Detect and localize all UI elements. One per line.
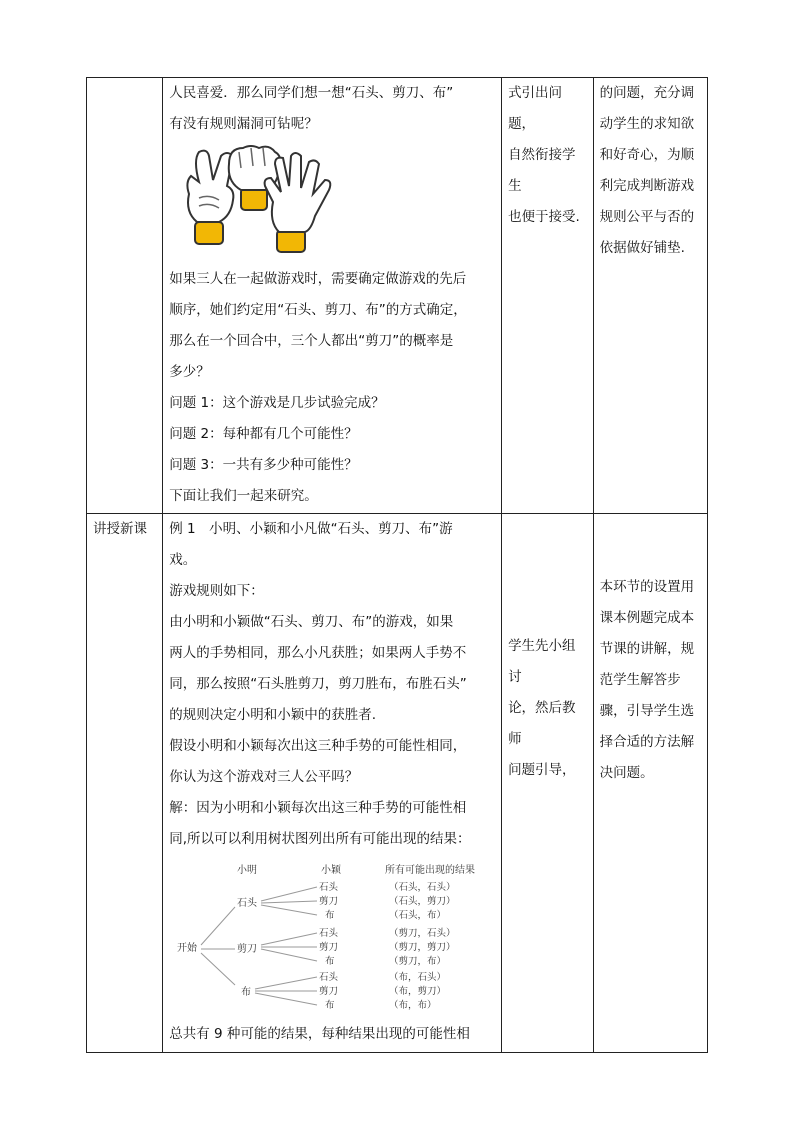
content-line: 论，然后教师	[508, 700, 576, 747]
content-line: 多少？	[169, 364, 210, 380]
content-cell	[163, 78, 502, 514]
content-line: 解：因为小明和小颖每次出这三种手势的可能性相	[169, 800, 467, 816]
tree-result: （石头，剪刀）	[389, 896, 456, 907]
content-line: 戏。	[169, 552, 197, 568]
tree-diagram	[169, 859, 479, 1017]
tree-level2-node: 石头	[319, 928, 339, 939]
content-line: 由小明和小颖做“石头、剪刀、布”的游戏，如果	[169, 614, 454, 630]
content-line: 的问题，充分调	[599, 85, 695, 101]
tree-result: （布，石头）	[389, 972, 447, 983]
tree-result: （剪刀，石头）	[389, 928, 456, 939]
content-line: 式引出问题，	[508, 85, 563, 132]
table-row	[87, 78, 708, 514]
tree-level2-node: 石头	[319, 882, 339, 893]
tree-level1-node: 布	[241, 987, 252, 998]
tree-level2-node: 剪刀	[319, 986, 339, 997]
section-cell	[87, 78, 163, 514]
content-line: 两人的手势相同，那么小凡获胜；如果两人手势不	[169, 645, 467, 661]
tree-start-node: 开始	[177, 943, 198, 954]
tree-level1-node: 石头	[237, 898, 258, 909]
design-intent-cell	[593, 514, 707, 1053]
content-line: 假设小明和小颖每次出这三种手势的可能性相同，	[169, 738, 467, 754]
question-line: 问题 1：这个游戏是几步试验完成？	[169, 395, 385, 411]
content-line: 规则公平与否的	[599, 209, 695, 225]
lesson-plan-table	[86, 77, 708, 1053]
tree-result: （剪刀，布）	[389, 956, 447, 967]
content-line: 利完成判断游戏	[599, 178, 695, 194]
content-line: 问题引导，	[508, 762, 576, 778]
content-line: 如果三人在一起做游戏时，需要确定做游戏的先后	[169, 271, 467, 287]
content-line: 下面让我们一起来研究。	[169, 488, 318, 504]
content-line: 骤，引导学生选	[599, 703, 695, 719]
content-line: 和好奇心，为顺	[599, 147, 695, 163]
content-line: 人民喜爱．那么同学们想一想“石头、剪刀、布”	[169, 85, 454, 101]
content-line: 例 1 小明、小颖和小凡做“石头、剪刀、布”游	[169, 521, 453, 537]
tree-level2-node: 布	[325, 910, 335, 921]
content-line: 节课的讲解，规	[599, 641, 695, 657]
content-cell	[163, 514, 502, 1053]
content-line: 决问题。	[599, 765, 654, 781]
tree-level2-node: 布	[325, 956, 335, 967]
content-line: 自然衔接学生	[508, 147, 576, 194]
content-line: 范学生解答步	[599, 672, 681, 688]
question-line: 问题 2：每种都有几个可能性？	[169, 426, 358, 442]
tree-result: （布，剪刀）	[389, 986, 447, 997]
content-line: 择合适的方法解	[599, 734, 695, 750]
tree-result: （石头，石头）	[389, 882, 456, 893]
tree-result: （剪刀，剪刀）	[389, 942, 456, 953]
tree-header-xiaoming: 小明	[237, 865, 258, 876]
scissors-hand-icon	[188, 151, 234, 244]
tree-header-results: 所有可能出现的结果	[385, 865, 476, 876]
content-line: 那么在一个回合中，三个人都出“剪刀”的概率是	[169, 333, 454, 349]
content-line: 课本例题完成本	[599, 610, 695, 626]
content-line: 总共有 9 种可能的结果，每种结果出现的可能性相	[169, 1026, 470, 1042]
student-activity-cell	[502, 78, 594, 514]
content-line: 顺序，她们约定用“石头、剪刀、布”的方式确定，	[169, 302, 467, 318]
content-line: 同,所以可以利用树状图列出所有可能出现的结果：	[169, 831, 471, 847]
design-intent-cell	[593, 78, 707, 514]
content-line: 有没有规则漏洞可钻呢？	[169, 116, 318, 132]
tree-branches	[201, 887, 317, 1005]
tree-level2-node: 布	[325, 1000, 335, 1011]
content-line: 你认为这个游戏对三人公平吗？	[169, 769, 359, 785]
tree-level2-node: 剪刀	[319, 942, 339, 953]
tree-level2-node: 石头	[319, 972, 339, 983]
content-line: 的规则决定小明和小颖中的获胜者.	[169, 707, 377, 723]
content-line: 动学生的求知欲	[599, 116, 695, 132]
tree-level1-node: 剪刀	[237, 944, 258, 955]
content-line: 也便于接受.	[508, 209, 580, 225]
student-activity-cell	[502, 514, 594, 1053]
section-cell: 讲授新课	[87, 514, 163, 1053]
rock-paper-scissors-hands-image	[169, 142, 339, 260]
tree-result: （布，布）	[389, 1000, 437, 1011]
table-row	[87, 514, 708, 1053]
tree-level2-node: 剪刀	[319, 896, 339, 907]
content-line: 依据做好铺垫.	[599, 240, 685, 256]
tree-result: （石头，布）	[389, 910, 447, 921]
content-line: 学生先小组讨	[508, 638, 576, 685]
question-line: 问题 3：一共有多少种可能性？	[169, 457, 358, 473]
tree-header-xiaoying: 小颖	[321, 865, 342, 876]
content-line: 同，那么按照“石头胜剪刀，剪刀胜布，布胜石头”	[169, 676, 467, 692]
content-line: 本环节的设置用	[599, 579, 695, 595]
content-line: 游戏规则如下：	[169, 583, 264, 599]
